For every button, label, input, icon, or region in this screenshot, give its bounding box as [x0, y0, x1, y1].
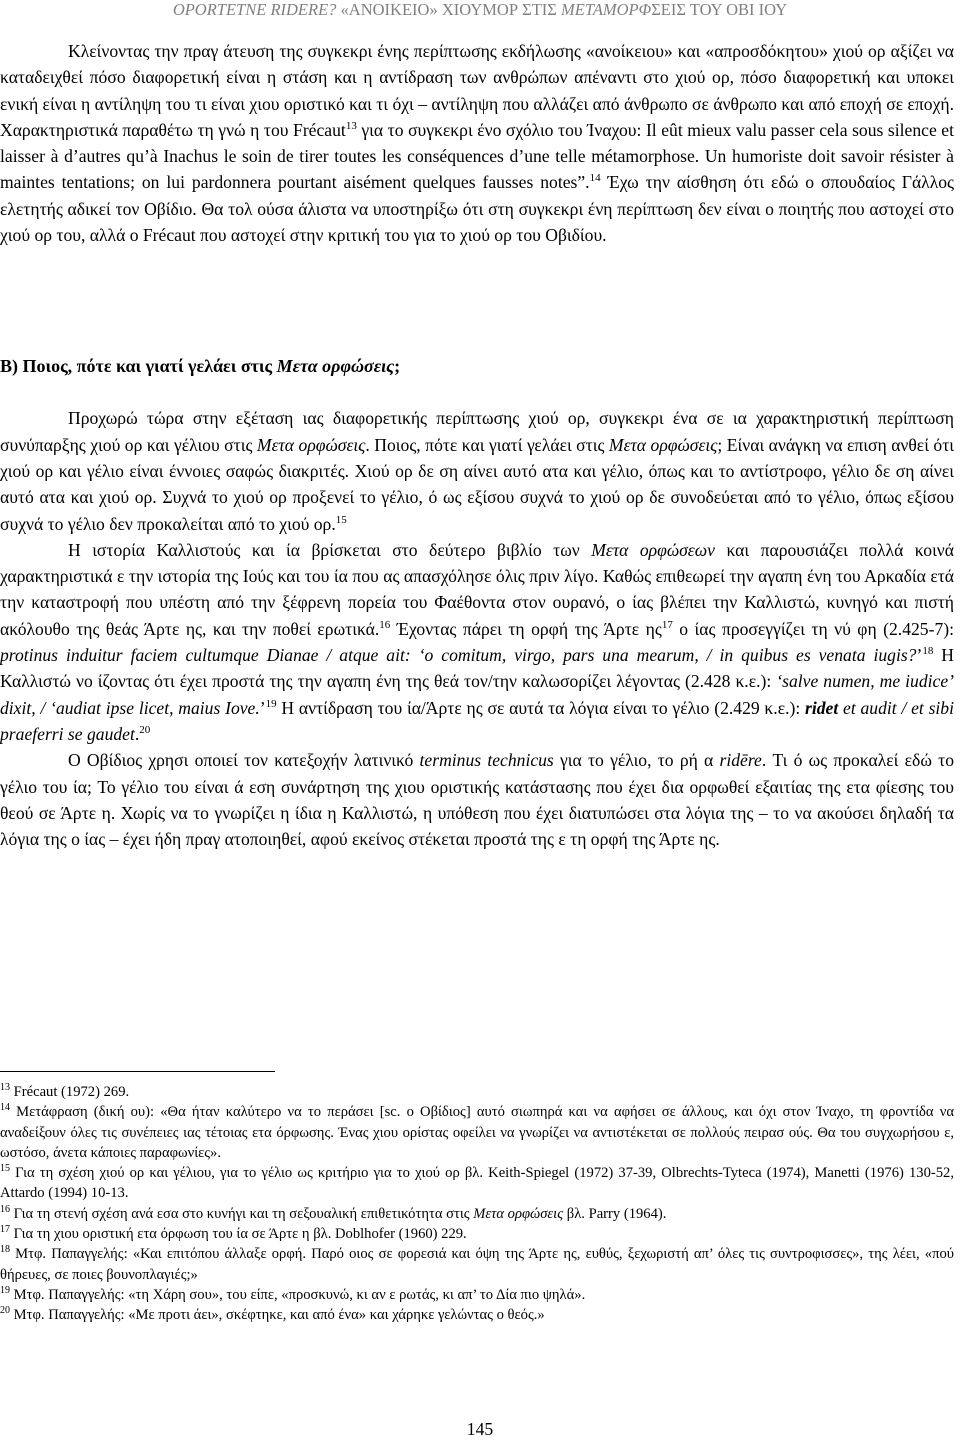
running-head: [0, 0, 960, 20]
main-text: [0, 38, 954, 852]
paragraph-introduction: Προχωρώ τώρα στην εξέταση ιας διαφορετικής περίπτωσης χιού ορ, συγκεκρι ένα σε ια χαρακτηριστική περίπτωση συνύπαρξης χιού ορ και γέλιου στις Μετα ορφώσεις. Ποιος, πότε και γιατί γελάει στις Μετα ορφώσεις; Είναι ανάγκη να επιση ανθεί ότι χιού ορ και γέλιο είναι έννοιες σαφώς διακριτές. Χιού ορ δε ση αίνει αυτό ατα και γέλιο, όπως και το αντίστροφο, γέλιο δε ση αίνει αυτό ατα και χιού ορ. Συχνά το χιού ορ προξενεί το γέλιο, ό ως εξίσου συχνά το χιού ορ δε συνοδεύεται από το γέλιο, όπως εξίσου συχνά το γέλιο δεν προκαλείται από το χιού ορ.$^{15}$: [0, 408, 955, 534]
footnote-ref-15[interactable]: 15: [335, 513, 347, 526]
footnotes: [0, 1082, 954, 1326]
paragraph-ridere: Ο Οβίδιος χρησι οποιεί τον κατεξοχήν λατινικό terminus technicus για το γέλιο, το ρή α ridēre. Τι ό ως προκαλεί εδώ το γέλιο του ία; Το γέλιο του είναι ά εση συνάρτηση της χιου οριστικής κατάστασης που έχει δια ορφωθεί εξαιτίας της ετα φίεσης του θεού σε Άρτε η. Χωρίς να το γνωρίζει η ίδια η Καλλιστώ, η υπόθεση που έχει διατυπώσει στα λόγια της – το να ακούσει δηλαδή τα λόγια της ο ίας – έχει ήδη πραγ ατοποιηθεί, αφού εκείνος στέκεται προστά της ε τη ορφή της Άρτε ης.: [0, 750, 955, 850]
footnote-ref-19[interactable]: 19: [265, 697, 277, 710]
footnote-ref-14[interactable]: 14: [589, 172, 601, 185]
running-head-greek: «ΑΝΟΙΚΕΙΟ» ΧΙΟΥΜΟΡ ΣΤΙΣ: [336, 0, 562, 19]
footnote-19: $^{19}$ Μτφ. Παπαγγελής: «τη Χάρη σου», του είπε, «προσκυνώ, κι αν ε ρωτάς, κι απ’ το Δία πιο ψηλά».: [0, 1284, 586, 1303]
footnote-ref-17[interactable]: 17: [661, 618, 673, 631]
footnote-ref-16[interactable]: 16: [379, 618, 391, 631]
paragraph-conclusion: Κλείνοντας την πραγ άτευση της συγκεκρι ένης περίπτωσης εκδήλωσης «ανοίκειου» και «απροσδόκητου» χιού ορ αξίζει να καταδειχθεί πόσο διαφορετική είναι η στάση και η αντίδραση των ανθρώπων απέναντι στο χιού ορ, πόσο διαφορετική και υποκει ενική είναι η αντίληψη του τι είναι χιου οριστικό και τι όχι – αντίληψη που αλλάζει από άνθρωπο σε άνθρωπο και από εποχή σε εποχή. Χαρακτηριστικά παραθέτω τη γνώ η του Frécaut$^{13}$ για το συγκεκρι ένο σχόλιο του Ίναχου: Il eût mieux valu passer cela sous silence et laisser à d’autres qu’à Inachus le soin de tirer toutes les conséquences d’une telle métamorphose. Un humoriste doit savoir résister à maintes tentations; on lui pardonnera pourtant aisément quelques fausses notes”.$^{14}$ Έχω την αίσθηση ότι εδώ ο σπουδαίος Γάλλος ελετητής αδικεί τον Οβίδιο. Θα τολ ούσα άλιστα να υποστηρίξω ότι στη συγκεκρι ένη περίπτωση δεν είναι ο ποιητής που αστοχεί στο χιού ορ του, αλλά ο Frécaut που αστοχεί στην κριτική του για το χιού ορ του Οβιδίου.: [0, 41, 955, 246]
footnote-16: $^{16}$ Για τη στενή σχέση ανά εσα στο κυνήγι και τη σεξουαλική επιθετικότητα στις Μετα ορφώσεις βλ. Parry (1964).: [0, 1203, 667, 1222]
footnote-ref-13[interactable]: 13: [345, 119, 357, 132]
footnote-20: $^{20}$ Μτφ. Παπαγγελής: «Με προτι άει», σκέφτηκε, και από ένα» και χάρηκε γελώντας ο θεός.»: [0, 1305, 545, 1324]
footnote-ref-18[interactable]: 18: [922, 645, 934, 658]
paragraph-kallisto-story: Η ιστορία Καλλιστούς και ία βρίσκεται στο δεύτερο βιβλίο των Μετα ορφώσεων και παρουσιάζει πολλά κοινά χαρακτηριστικά ε την ιστορία της Ιούς και του ία που ας απασχόλησε όλις πριν λίγο. Καθώς επιθεωρεί την αγαπη ένη του Αρκαδία ετά την καταστροφή που υπέστη από την ξέφρενη πορεία του Φαέθοντα στον ουρανό, ο ίας βλέπει την Καλλιστώ, κυνηγό και πιστή ακόλουθο της θεάς Άρτε ης, και την ποθεί ερωτικά.$^{16}$ Έχοντας πάρει τη ορφή της Άρτε $\eta\varsigma^{17}$ ο ίας προσεγγίζει τη νύ φη (2.425-7): protinus induitur faciem cultumque Dianae / atque ait: ‘o comitum, virgo, pars una mearum, / in quibus es venata iugis?’$^{18}$ Η Καλλιστώ νο ίζοντας ότι έχει προστά της την αγαπη ένη της θεά τον/την καλωσορίζει λέγοντας (2.428 κ.ε.): ‘salve numen, me iudice’ dixit, / ‘audiat ipse licet, maius Iove.’$^{19}$ Η αντίδραση του ία/Άρτε ης σε αυτά τα λόγια είναι το γέλιο (2.429 κ.ε.): ridet et audit / et sibi praeferri se gaudet.$^{20}$: [0, 539, 955, 744]
page-number: 145: [466, 1419, 494, 1439]
footnote-15: $^{15}$ Για τη σχέση χιού ορ και γέλιου, για το γέλιο ως κριτήριο για το χιού ορ βλ. Keith-Spiegel (1972) 37-39, Olbrechts-Tyteca (1974), Manetti (1976) 130-52, Attardo (1994) 10-13.: [0, 1163, 954, 1202]
running-head-latin: OPORTETNE RIDERE?: [172, 0, 337, 19]
footnote-separator: [0, 1071, 275, 1072]
footnote-17: $^{17}$ Για τη χιου οριστική ετα όρφωση του ία σε Άρτε η βλ. Doblhofer (1960) 229.: [0, 1224, 467, 1243]
footnote-14: $^{14}$ Μετάφραση (δική ου): «Θα ήταν καλύτερο να το περάσει [sc. ο Οβίδιος] αυτό σιωπηρά και να αφήσει σε άλλους, και όχι στον Ίναχο, τη φροντίδα να αναδείξουν όλες τις συνέπειες ιας τέτοιας ετα όρφωσης. Ένας χιου ορίστας οφείλει να γνωρίζει να αντιστέκεται σε πολλούς πειρασ ούς. Θα του συγχωρήσου ε, ωστόσο, άνετα κάποιες παραφωνίες».: [0, 1102, 954, 1161]
running-head-author: ΣΕΙΣ ΤΟΥ ΟΒΙ ΙΟΥ: [651, 0, 788, 19]
footnote-ref-20[interactable]: 20: [139, 723, 151, 736]
running-head-work-title: ΜΕΤΑΜΟΡΦ: [561, 0, 652, 19]
footnote-13: $^{13}$ Frécaut (1972) 269.: [0, 1082, 130, 1100]
footnote-18: $^{18}$ Μτφ. Παπαγγελής: «Και επιτόπου άλλαξε ορφή. Παρό οιος σε φορεσιά και όψη της Άρτε ης, ευθύς, ξεχωριστή απ’ όλες τις συντροφισσες», της λέει, «πού θήρευες, σε ποιες βουνοπλαγιές;»: [0, 1244, 954, 1283]
section-heading: Β) Ποιος, πότε και γιατί γελάει στις Μετα ορφώσεις;: [0, 356, 401, 377]
